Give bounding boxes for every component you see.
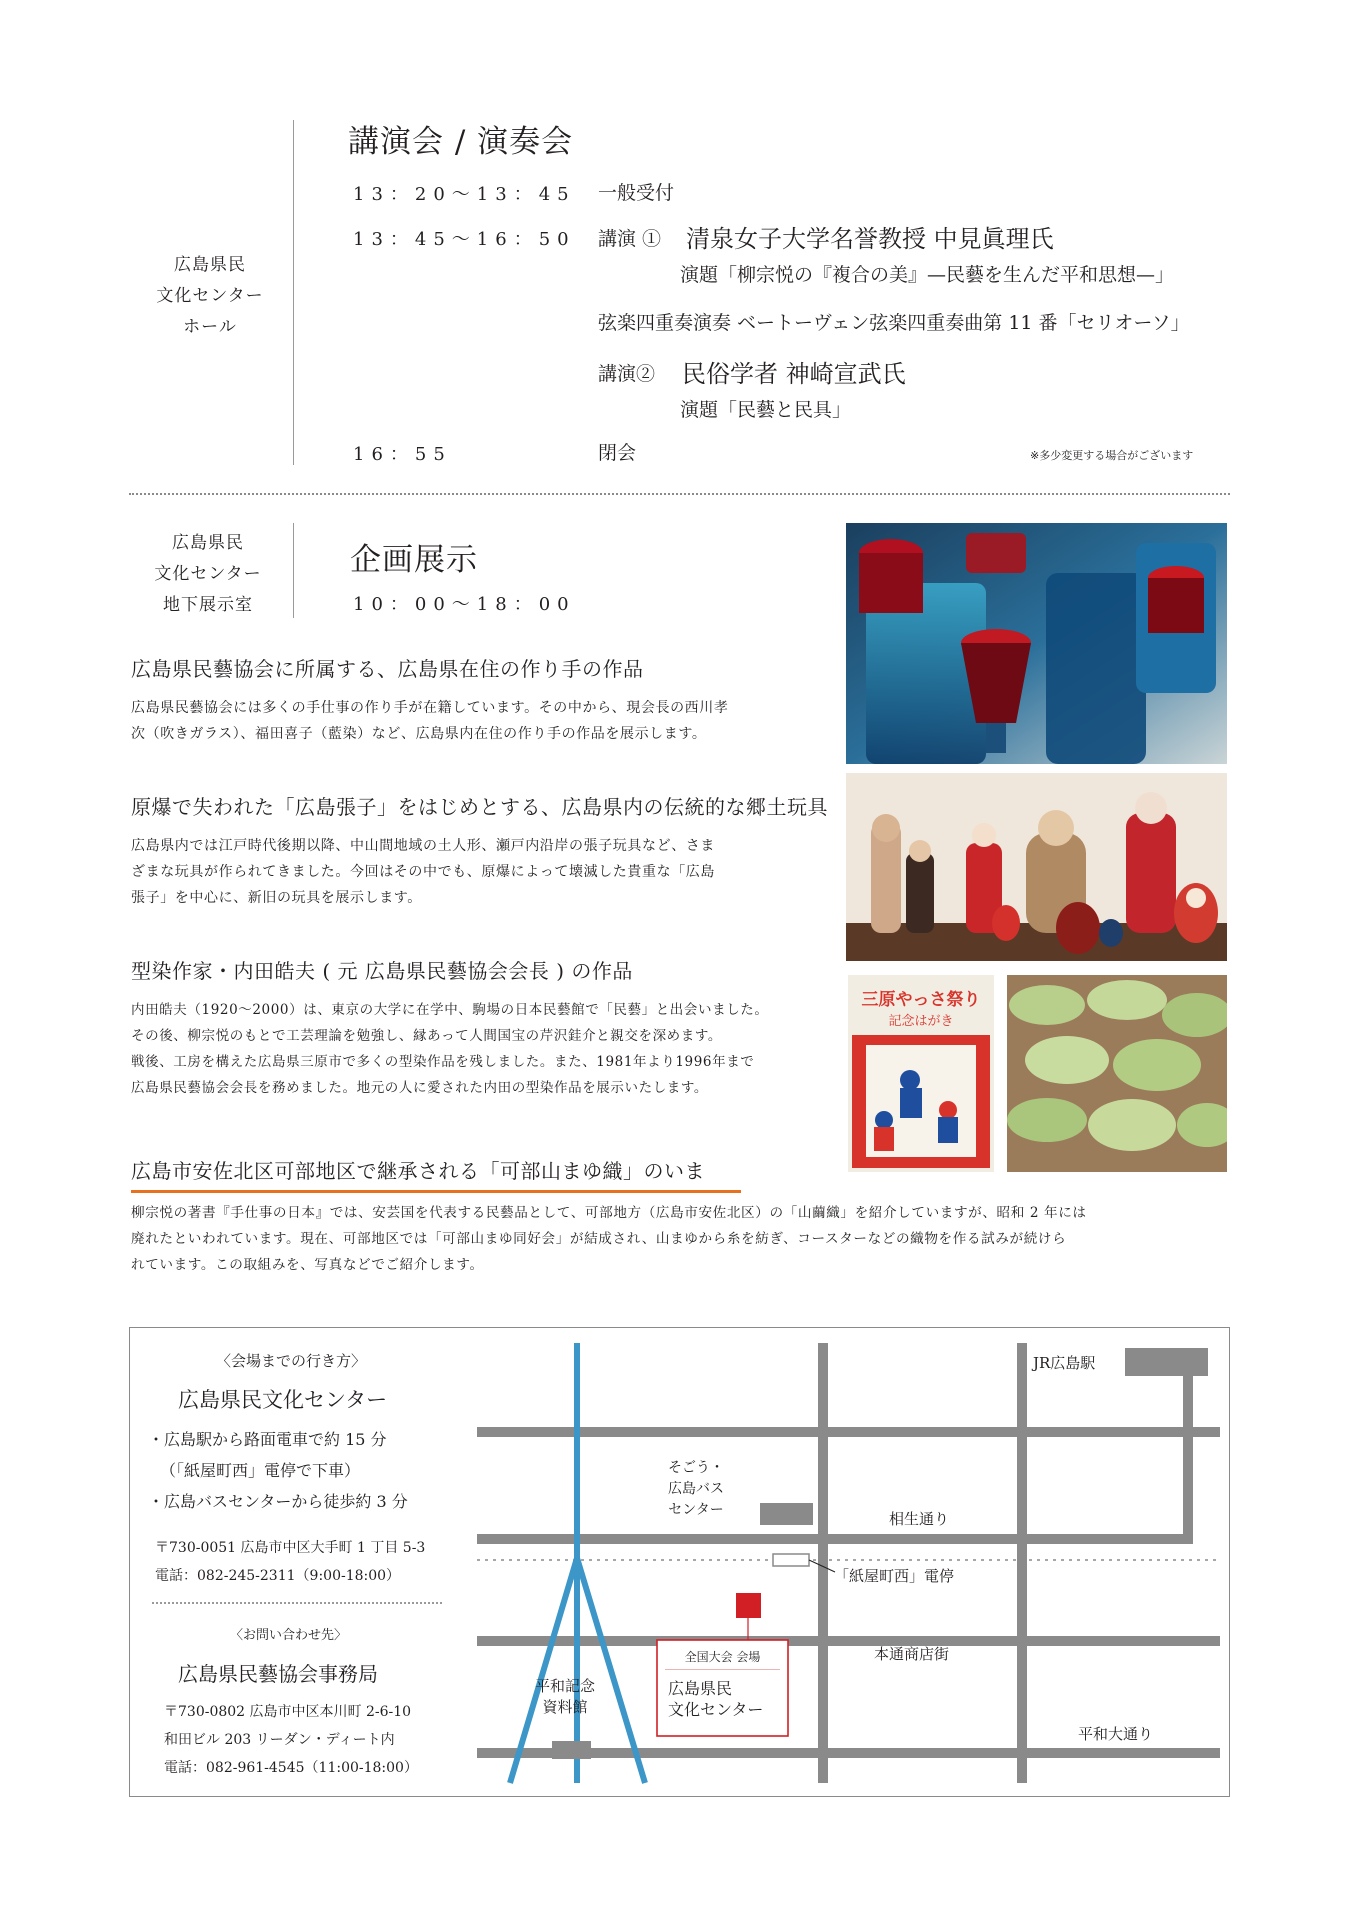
- sogo-label-line: センター: [668, 1502, 724, 1518]
- venue-line: 広島県民: [174, 255, 246, 275]
- sogo-block: [760, 1503, 813, 1525]
- street-map: [130, 1328, 1231, 1798]
- body-line: 戦後、工房を構えた広島県三原市で多くの型染作品を残しました。また、1981年より1996年まで: [131, 1054, 755, 1070]
- body-line: 次（吹きガラス）、福田喜子（藍染）など、広島県内在住の作り手の作品を展示します。: [131, 726, 707, 742]
- lecture-venue: [140, 250, 280, 343]
- folk-toys-photo: [846, 773, 1227, 961]
- glassware-photo: [846, 523, 1227, 764]
- contact-line: 和田ビル 203 リーダン・ディート内: [164, 1732, 395, 1748]
- divider-vertical: [293, 523, 294, 618]
- contact-org: 広島県民藝協会事務局: [178, 1662, 378, 1686]
- schedule-time: 13：45〜16：50: [353, 229, 576, 250]
- direction-line: ・広島バスセンターから徒歩約 3 分: [148, 1492, 408, 1511]
- venue-box-name-line: 文化センター: [668, 1700, 764, 1719]
- direction-line: ・広島駅から路面電車で約 15 分: [148, 1430, 387, 1449]
- venue-line: 地下展示室: [163, 595, 253, 615]
- peace-museum-label: [535, 1676, 595, 1718]
- dotted-separator: [129, 493, 1230, 495]
- schedule-time: 13：20〜13：45: [353, 184, 576, 205]
- body-line: れています。この取組みを、写真などでご紹介します。: [131, 1257, 484, 1273]
- body-line: 広島県民藝協会には多くの手仕事の作り手が在籍しています。その中から、現会長の西川孝: [131, 700, 729, 716]
- venue-box-caption: 全国大会 会場: [665, 1648, 780, 1670]
- body-line: その後、柳宗悦のもとで工芸理論を勉強し、縁あって人間国宝の芹沢銈介と親交を深めます。: [131, 1028, 722, 1044]
- aioi-street-label: 相生通り: [889, 1510, 950, 1528]
- change-note: ※多少変更する場合がございます: [1030, 449, 1194, 462]
- access-phone: 電話：082-245-2311（9:00-18:00）: [155, 1568, 401, 1584]
- sogo-label-line: そごう・: [668, 1460, 724, 1476]
- access-address: 〒730-0051 広島市中区大手町 1 丁目 5-3: [155, 1540, 426, 1556]
- silk-cocoon-photo: [1007, 975, 1227, 1172]
- exhibition-time: 10：00〜18：00: [353, 594, 576, 615]
- speaker-name: 民俗学者 神崎宣武氏: [682, 360, 906, 388]
- divider-vertical: [293, 120, 294, 465]
- body-line: 柳宗悦の著書『手仕事の日本』では、安芸国を代表する民藝品として、可部地方（広島市安佐北区）の「山繭織」を紹介していますが、昭和 2 年には: [131, 1205, 1087, 1221]
- kabe-heading: 広島市安佐北区可部地区で継承される「可部山まゆ織」のいま: [131, 1155, 741, 1193]
- road: [1017, 1343, 1027, 1783]
- exhibition-venue: [138, 528, 278, 621]
- jr-station-label: JR広島駅: [1033, 1354, 1096, 1372]
- venue-box-name-line: 広島県民: [668, 1679, 733, 1698]
- section-body: [131, 695, 728, 747]
- exhibition-title: 企画展示: [350, 542, 478, 578]
- body-line: 広島県内では江戸時代後期以降、中山間地域の土人形、瀬戸内沿岸の張子玩具など、さま: [131, 838, 715, 854]
- body-line: 廃れたといわれています。現在、可部地区では「可部山まゆ同好会」が結成され、山まゆから糸を紡ぎ、コースターなどの織物を作る試みが続けら: [131, 1231, 1067, 1247]
- section-body: [131, 997, 769, 1101]
- body-line: ざまな玩具が作られてきました。今回はその中でも、原爆によって壊滅した貴重な「広島: [131, 864, 715, 880]
- road: [1183, 1366, 1193, 1544]
- tram-stop: [773, 1554, 809, 1566]
- venue-marker: [736, 1593, 761, 1618]
- contact-heading: 〈お問い合わせ先〉: [230, 1628, 348, 1643]
- venue-line: ホール: [183, 317, 237, 337]
- poster-subtitle: 記念はがき: [888, 1014, 954, 1029]
- venue-line: 文化センター: [154, 564, 262, 584]
- section-body: [131, 833, 715, 911]
- body-line: 広島県民藝協会会長を務めました。地元の人に愛された内田の型染作品を展示いたします。: [131, 1080, 709, 1096]
- kamiyacho-stop-label: 「紙屋町西」電停: [834, 1567, 955, 1585]
- lecture-topic: 演題「柳宗悦の『複合の美』—民藝を生んだ平和思想—」: [680, 264, 1175, 286]
- kabe-body: [131, 1200, 1087, 1278]
- section-heading: 型染作家・内田皓夫 ( 元 広島県民藝協会会長 ) の作品: [131, 959, 633, 983]
- body-line: 内田皓夫（1920〜2000）は、東京の大学に在学中、駒場の日本民藝館で「民藝」と出会いました。: [131, 1002, 769, 1018]
- yassa-poster-photo: [848, 975, 994, 1172]
- sogo-label-line: 広島バス: [668, 1481, 724, 1497]
- access-map-box: [129, 1327, 1230, 1797]
- lecture-title: 講演会 / 演奏会: [348, 124, 574, 160]
- road-hondori: [477, 1636, 1220, 1646]
- section-heading: 原爆で失われた「広島張子」をはじめとする、広島県内の伝統的な郷土玩具: [131, 795, 828, 819]
- hondori-label: 本通商店街: [874, 1645, 950, 1663]
- road-aioi: [477, 1534, 1193, 1544]
- jr-station-block: [1125, 1348, 1208, 1376]
- peace-museum-line: 平和記念: [535, 1677, 596, 1695]
- access-heading: 〈会場までの行き方〉: [216, 1352, 367, 1370]
- schedule-label: 閉会: [598, 442, 637, 464]
- road: [477, 1427, 1220, 1437]
- venue-box-name: [668, 1678, 763, 1720]
- road: [818, 1343, 828, 1783]
- contact-line: 〒730-0802 広島市中区本川町 2-6-10: [164, 1704, 412, 1720]
- speaker-name: 清泉女子大学名誉教授 中見眞理氏: [686, 225, 1054, 253]
- peace-museum-block: [552, 1741, 591, 1759]
- venue-line: 広島県民: [172, 533, 244, 553]
- contact-line: 電話：082-961-4545（11:00-18:00）: [164, 1760, 418, 1776]
- sogo-label: [668, 1458, 724, 1521]
- section-heading: 広島県民藝協会に所属する、広島県在住の作り手の作品: [131, 657, 644, 681]
- schedule-label: 講演 ①: [598, 228, 662, 250]
- lecture-topic: 演題「民藝と民具」: [680, 399, 852, 421]
- concert-program: 弦楽四重奏演奏 ベートーヴェン弦楽四重奏曲第 11 番「セリオーソ」: [598, 312, 1190, 334]
- poster-title: 三原やっさ祭り: [861, 990, 981, 1010]
- schedule-label: 一般受付: [598, 182, 675, 204]
- body-line: 張子」を中心に、新旧の玩具を展示します。: [131, 890, 422, 906]
- venue-line: 文化センター: [156, 286, 264, 306]
- heiwa-odori-label: 平和大通り: [1078, 1725, 1154, 1743]
- access-venue: 広島県民文化センター: [178, 1388, 388, 1412]
- direction-line: （「紙屋町西」電停で下車）: [160, 1461, 361, 1480]
- schedule-time: 16：55: [353, 444, 452, 465]
- schedule-label: 講演②: [598, 363, 656, 385]
- peace-museum-line: 資料館: [542, 1698, 588, 1716]
